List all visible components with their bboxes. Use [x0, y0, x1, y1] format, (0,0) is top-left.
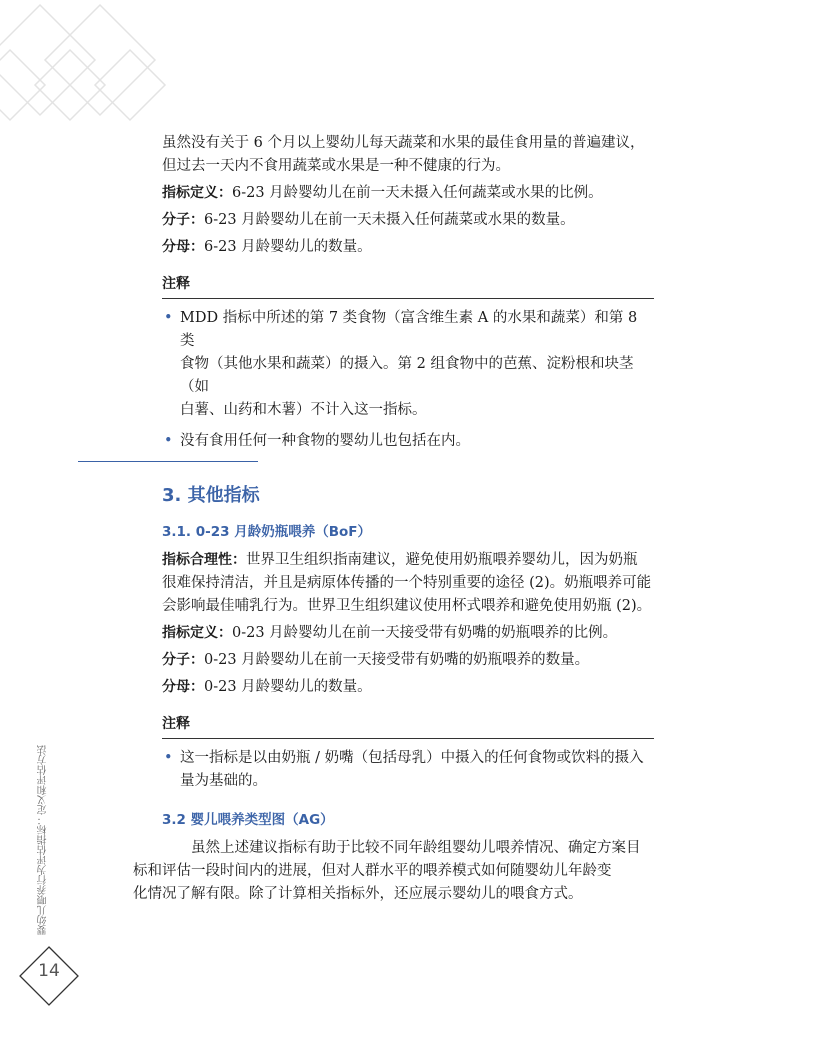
bof-numerator: [162, 649, 654, 672]
section-3-underline: [78, 461, 258, 462]
bof-rationale: [162, 549, 654, 618]
paragraph-line: 虽然上述建议指标有助于比较不同年龄组婴幼儿喂养情况、确定方案目: [191, 840, 641, 856]
intro-paragraph: [162, 132, 654, 178]
page-number-badge: [18, 945, 80, 1007]
section-3-1-heading: 3.1. 0-23 月龄奶瓶喂养（BoF）: [162, 524, 372, 540]
bullet-icon: •: [164, 750, 173, 766]
bullet-icon: •: [164, 310, 173, 326]
numerator-text: 0-23 月龄婴幼儿在前一天接受带有奶嘴的奶瓶喂养的数量。: [204, 652, 590, 668]
note-line: MDD 指标中所述的第 7 类食物（富含维生素 A 的水果和蔬菜）和第 8 类: [180, 310, 638, 349]
rationale-line: 很难保持清洁，并且是病原体传播的一个特别重要的途径 (2)。奶瓶喂养可能: [162, 575, 652, 591]
veg-numerator: [162, 209, 654, 232]
diamond-pattern-decoration: [0, 0, 200, 130]
veg-definition: [162, 182, 654, 205]
list-item: [162, 307, 654, 422]
section-3-2-heading: 3.2 婴儿喂养类型图（AG）: [162, 812, 334, 828]
notes-list: [162, 747, 654, 793]
denominator-label: 分母：: [162, 679, 204, 695]
page-content: [133, 132, 654, 910]
notes-list: [162, 307, 654, 453]
denominator-text: 0-23 月龄婴幼儿的数量。: [204, 679, 372, 695]
notes-heading: 注释: [162, 713, 654, 739]
definition-label: 指标定义：: [162, 625, 232, 641]
denominator-text: 6-23 月龄婴幼儿的数量。: [204, 239, 372, 255]
list-item: [162, 430, 654, 453]
page-number: 14: [38, 961, 60, 981]
intro-line-2: 但过去一天内不食用蔬菜或水果是一种不健康的行为。: [162, 158, 510, 174]
rationale-line: 会影响最佳哺乳行为。世界卫生组织建议使用杯式喂养和避免使用奶瓶 (2)。: [162, 598, 652, 614]
definition-text: 6-23 月龄婴幼儿在前一天未摄入任何蔬菜或水果的比例。: [232, 185, 603, 201]
note-line: 白薯、山药和木薯）不计入这一指标。: [180, 402, 427, 418]
note-line: 没有食用任何一种食物的婴幼儿也包括在内。: [180, 433, 470, 449]
paragraph-line: 标和评估一段时间内的进展，但对人群水平的喂养模式如何随婴幼儿年龄变: [133, 863, 612, 879]
rationale-line: 世界卫生组织指南建议，避免使用奶瓶喂养婴幼儿，因为奶瓶: [246, 552, 638, 568]
denominator-label: 分母：: [162, 239, 204, 255]
note-line: 食物（其他水果和蔬菜）的摄入。第 2 组食物中的芭蕉、淀粉根和块茎（如: [180, 356, 634, 395]
rationale-label: 指标合理性：: [162, 552, 246, 568]
note-line: 这一指标是以由奶瓶 / 奶嘴（包括母乳）中摄入的任何食物或饮料的摄入: [180, 750, 644, 766]
list-item: [162, 747, 654, 793]
note-line: 量为基础的。: [180, 773, 267, 789]
intro-line-1: 虽然没有关于 6 个月以上婴幼儿每天蔬菜和水果的最佳食用量的普遍建议，: [162, 135, 645, 151]
bof-definition: [162, 622, 654, 645]
veg-denominator: [162, 236, 654, 259]
notes-heading: 注释: [162, 273, 654, 299]
numerator-label: 分子：: [162, 212, 204, 228]
definition-text: 0-23 月龄婴幼儿在前一天接受带有奶嘴的奶瓶喂养的比例。: [232, 625, 618, 641]
numerator-text: 6-23 月龄婴幼儿在前一天未摄入任何蔬菜或水果的数量。: [204, 212, 575, 228]
section-3-heading: 3. 其他指标: [162, 485, 260, 506]
bof-denominator: [162, 676, 654, 699]
bullet-icon: •: [164, 433, 173, 449]
running-title: 婴幼儿喂养行为评估指标：定义和评估方法: [38, 745, 49, 935]
definition-label: 指标定义：: [162, 185, 232, 201]
paragraph-line: 化情况了解有限。除了计算相关指标外，还应展示婴幼儿的喂食方式。: [133, 886, 583, 902]
numerator-label: 分子：: [162, 652, 204, 668]
ag-paragraph: [133, 837, 654, 906]
